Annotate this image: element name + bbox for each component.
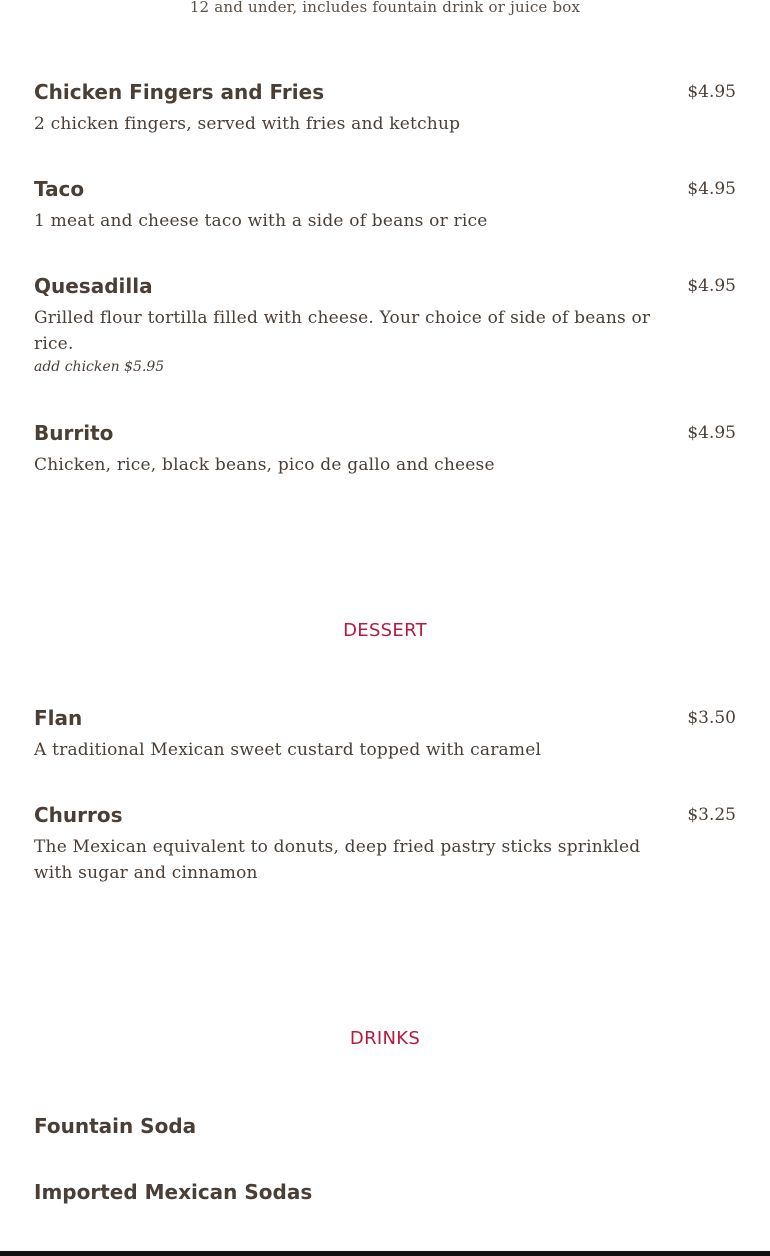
menu-item	[34, 802, 736, 886]
menu-item	[34, 176, 736, 234]
item-price: $4.95	[687, 276, 736, 296]
item-price: $4.95	[687, 179, 736, 199]
menu-item	[34, 1113, 736, 1139]
item-description: A traditional Mexican sweet custard topped with caramel	[34, 740, 542, 760]
item-name: Taco	[34, 177, 85, 201]
item-description: 2 chicken fingers, served with fries and ketchup	[34, 114, 461, 134]
bottom-divider	[0, 1251, 770, 1256]
item-description: The Mexican equivalent to donuts, deep fried pastry sticks sprinkled with sugar and cinnamon	[34, 837, 641, 883]
section-title-drinks: DRINKS	[349, 1028, 421, 1049]
item-name: Imported Mexican Sodas	[34, 1180, 313, 1204]
menu-item	[34, 1179, 736, 1205]
item-name: Quesadilla	[34, 274, 153, 298]
item-name: Churros	[34, 803, 123, 827]
item-name: Flan	[34, 706, 83, 730]
item-price: $3.50	[687, 708, 736, 728]
item-price: $4.95	[687, 82, 736, 102]
item-description: Chicken, rice, black beans, pico de gallo and cheese	[34, 455, 495, 475]
menu-item	[34, 705, 736, 763]
section-title-dessert: DESSERT	[343, 620, 427, 641]
item-description: 1 meat and cheese taco with a side of beans or rice	[34, 211, 488, 231]
item-description: Grilled flour tortilla filled with cheese. Your choice of side of beans or rice.	[34, 308, 651, 354]
item-name: Burrito	[34, 421, 114, 445]
menu-item	[34, 420, 736, 478]
item-name: Chicken Fingers and Fries	[34, 80, 325, 104]
item-addon-note: add chicken $5.95	[34, 359, 165, 375]
menu-item	[34, 273, 736, 377]
kids-menu-note: 12 and under, includes fountain drink or juice box	[189, 0, 581, 16]
item-name: Fountain Soda	[34, 1114, 197, 1138]
item-price: $3.25	[687, 805, 736, 825]
menu-item	[34, 79, 736, 137]
item-price: $4.95	[687, 423, 736, 443]
